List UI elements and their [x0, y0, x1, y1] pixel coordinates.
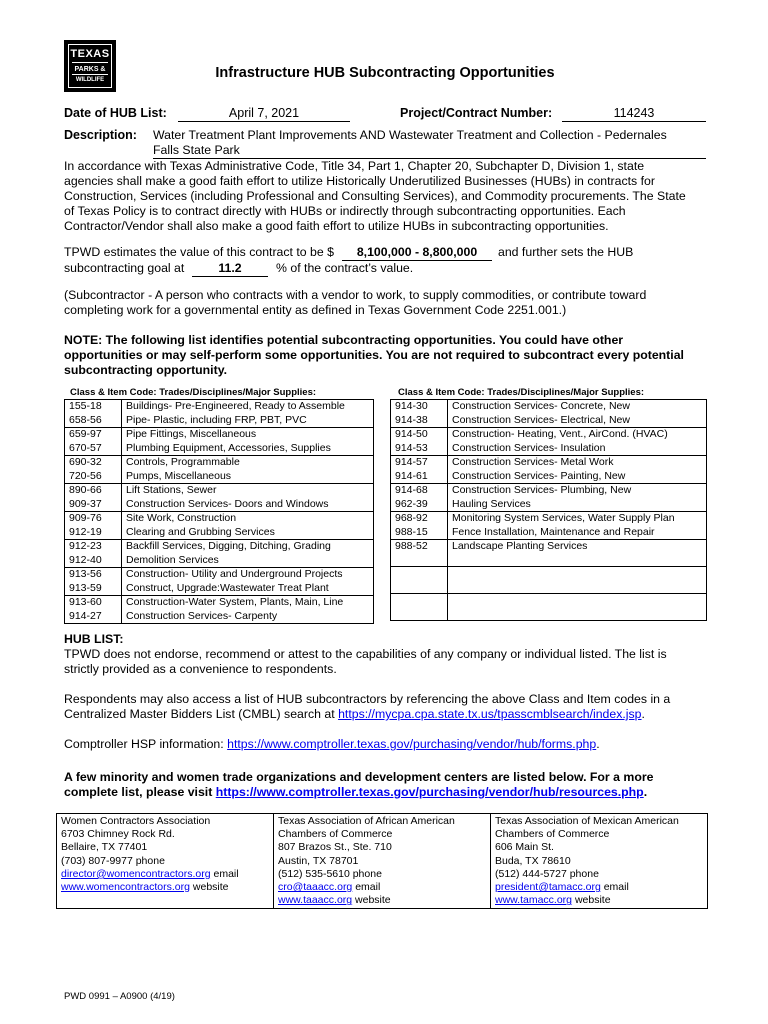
logo-line-texas: TEXAS [70, 48, 110, 60]
trade-description: Construction Services- Doors and Windows [126, 497, 329, 510]
description-cell [448, 540, 707, 567]
logo-line-wildlife: WILDLIFE [72, 74, 108, 84]
trade-description: Clearing and Grubbing Services [126, 525, 275, 538]
table-row [65, 568, 374, 596]
hub-list-line: TPWD does not endorse, recommend or attest to the capabilities of any company or individual listed. The list is [64, 647, 667, 661]
organization-cell [57, 814, 274, 909]
description-line: Falls State Park [153, 143, 240, 157]
hub-list-text [64, 647, 714, 677]
code-cell [391, 428, 448, 456]
description-label: Description: [64, 128, 137, 142]
code-cell [391, 484, 448, 512]
trade-description: Construction Services- Concrete, New [452, 400, 630, 412]
description-cell [122, 512, 374, 540]
org-website-line [495, 894, 703, 907]
code-cell [391, 567, 448, 594]
org-address: 6703 Chimney Rock Rd. [61, 828, 175, 841]
org-name: Chambers of Commerce [495, 828, 610, 841]
description-cell [122, 400, 374, 428]
org-email-link[interactable]: president@tamacc.org [495, 881, 601, 894]
trade-description: Construct, Upgrade:Wastewater Treat Plant [126, 581, 329, 594]
class-item-code: 912-40 [69, 553, 102, 566]
left-table-header: Class & Item Code: Trades/Disciplines/Major Supplies: [70, 387, 317, 398]
class-item-code: 988-52 [395, 540, 428, 552]
estimate-suffix: and further sets the HUB [498, 245, 634, 259]
description-cell [448, 456, 707, 484]
code-cell [65, 456, 122, 484]
description-cell [448, 567, 707, 594]
table-row [65, 400, 374, 428]
table-row [65, 456, 374, 484]
date-value: April 7, 2021 [178, 106, 350, 122]
page-title: Infrastructure HUB Subcontracting Opportunities [215, 65, 555, 81]
org-city: Buda, TX 78610 [495, 854, 571, 867]
org-email-link[interactable]: director@womencontractors.org [61, 867, 211, 880]
description-cell [448, 512, 707, 540]
class-item-code: 670-57 [69, 441, 102, 454]
trade-description: Hauling Services [452, 497, 531, 510]
table-row [391, 567, 707, 594]
trade-description: Site Work, Construction [126, 512, 237, 524]
org-phone: (703) 807-9977 phone [61, 854, 165, 867]
org-website-link[interactable]: www.womencontractors.org [61, 881, 190, 894]
contract-value: 8,100,000 - 8,800,000 [342, 245, 492, 261]
org-address: 807 Brazos St., Ste. 710 [278, 841, 392, 854]
comptroller-forms-link[interactable]: https://www.comptroller.texas.gov/purchasing/vendor/hub/forms.php [227, 737, 597, 751]
note-line: NOTE: The following list identifies potential subcontracting opportunities. You could have other [64, 333, 624, 347]
table-row [65, 596, 374, 624]
period: . [596, 737, 600, 751]
trade-description: Pipe Fittings, Miscellaneous [126, 428, 257, 440]
class-item-code: 914-50 [395, 428, 428, 440]
hub-list-line: strictly provided as a convenience to respondents. [64, 662, 337, 676]
tpwd-logo [64, 40, 116, 92]
description-cell [122, 596, 374, 624]
period: . [641, 707, 645, 721]
form-number: PWD 0991 – A0900 (4/19) [64, 991, 175, 1002]
description-cell [122, 568, 374, 596]
org-email-line [495, 881, 703, 894]
class-item-code: 155-18 [69, 400, 102, 412]
note-paragraph [64, 333, 724, 378]
code-cell [391, 594, 448, 621]
project-label: Project/Contract Number: [400, 106, 553, 120]
minority-paragraph [64, 770, 724, 800]
website-suffix: website [192, 881, 229, 894]
code-cell [65, 512, 122, 540]
code-cell [65, 596, 122, 624]
intro-line: Contractor/Vendor shall also make a good faith effort to utilize HUBs in subcontracting opportunities. [64, 219, 609, 233]
description-cell [122, 540, 374, 568]
description-line: Water Treatment Plant Improvements AND Wastewater Treatment and Collection - Pedernales [153, 128, 667, 142]
class-item-code: 913-59 [69, 581, 102, 594]
class-item-code: 909-37 [69, 497, 102, 510]
table-row [65, 540, 374, 568]
trade-description: Fence Installation, Maintenance and Repair [452, 525, 655, 538]
class-item-code: 720-56 [69, 469, 102, 482]
right-codes-table [390, 399, 707, 621]
org-city: Bellaire, TX 77401 [61, 841, 148, 854]
trade-description: Construction Services- Metal Work [452, 456, 614, 468]
trade-description: Construction Services- Carpenty [126, 609, 278, 622]
goal-prefix: subcontracting goal at [64, 261, 185, 275]
org-website-line [61, 881, 269, 894]
logo-line-parks: PARKS & [72, 62, 108, 74]
intro-line: Construction, Services (including Professional and Consulting Services), and Commodity procurements. The State [64, 189, 686, 203]
trade-description: Demolition Services [126, 553, 219, 566]
class-item-code: 988-15 [395, 525, 428, 538]
class-item-code: 914-68 [395, 484, 428, 496]
period: . [643, 785, 648, 799]
code-cell [391, 456, 448, 484]
email-suffix: email [213, 867, 239, 880]
trade-description: Backfill Services, Digging, Ditching, Grading [126, 540, 331, 552]
org-email-line [278, 881, 486, 894]
website-suffix: website [355, 894, 391, 907]
organization-cell [491, 814, 708, 909]
org-email-link[interactable]: cro@taaacc.org [278, 881, 353, 894]
table-row [391, 400, 707, 428]
code-cell [391, 400, 448, 428]
description-cell [448, 484, 707, 512]
description-cell [448, 428, 707, 456]
class-item-code: 909-76 [69, 512, 102, 524]
org-name: Texas Association of African American [278, 815, 455, 827]
org-email-line [61, 868, 269, 881]
class-item-code: 914-61 [395, 469, 428, 482]
minority-line-2 [64, 785, 724, 800]
intro-line: of Texas Policy is to contract directly with HUBs or indirectly through subcontracting opportunities. Each [64, 204, 626, 218]
table-row [391, 484, 707, 512]
trade-description: Construction Services- Electrical, New [452, 413, 630, 426]
code-cell [65, 540, 122, 568]
intro-paragraph [64, 159, 714, 234]
table-row [65, 484, 374, 512]
trade-description: Construction Services- Painting, New [452, 469, 626, 482]
table-row [391, 594, 707, 621]
website-suffix: website [574, 894, 611, 907]
code-cell [65, 568, 122, 596]
note-line: opportunities or may self-perform some opportunities. You are not required to subcontract every potential [64, 348, 684, 362]
trade-description: Plumbing Equipment, Accessories, Supplies [126, 441, 331, 454]
trade-description: Monitoring System Services, Water Supply Plan [452, 512, 675, 524]
table-row [391, 540, 707, 567]
code-cell [65, 484, 122, 512]
table-row [391, 512, 707, 540]
code-cell [65, 428, 122, 456]
cmbl-search-link[interactable]: https://mycpa.cpa.state.tx.us/tpasscmblsearch/index.jsp [338, 707, 642, 721]
note-line: subcontracting opportunity. [64, 363, 228, 377]
resources-link[interactable]: https://www.comptroller.texas.gov/purchasing/vendor/hub/resources.php [215, 785, 644, 799]
email-suffix: email [355, 881, 381, 894]
definition-line: (Subcontractor - A person who contracts with a vendor to work, to supply commodities, or contribute toward [64, 288, 647, 302]
goal-suffix: % of the contract’s value. [276, 261, 414, 275]
trade-description: Pipe- Plastic, including FRP, PBT, PVC [126, 413, 307, 426]
class-item-code: 659-97 [69, 428, 102, 440]
trade-description: Lift Stations, Sewer [126, 484, 217, 496]
trade-description: Landscape Planting Services [452, 540, 588, 552]
code-cell [391, 540, 448, 567]
trade-description: Pumps, Miscellaneous [126, 469, 232, 482]
class-item-code: 914-38 [395, 413, 428, 426]
class-item-code: 690-32 [69, 456, 102, 468]
org-name: Chambers of Commerce [278, 828, 393, 841]
org-website-line [278, 894, 486, 907]
comptroller-paragraph [64, 737, 724, 752]
description-cell [122, 456, 374, 484]
intro-line: agencies shall make a good faith effort to utilize Historically Underutilized Businesses (HUBs) in contracts for [64, 174, 655, 188]
description-cell [448, 594, 707, 621]
intro-line: In accordance with Texas Administrative Code, Title 34, Part 1, Chapter 20, Subchapter D, Division 1, state [64, 159, 645, 173]
org-phone: (512) 535-5610 phone [278, 867, 382, 880]
project-value: 114243 [562, 106, 706, 122]
description-cell [122, 428, 374, 456]
minority-line: complete list, please visit [64, 785, 213, 799]
org-name: Texas Association of Mexican American [495, 815, 679, 827]
respondents-line: Centralized Master Bidders List (CMBL) search at [64, 707, 335, 721]
respondents-paragraph [64, 692, 724, 722]
class-item-code: 914-53 [395, 441, 428, 454]
subcontractor-definition [64, 288, 714, 318]
trade-description: Buildings- Pre-Engineered, Ready to Assemble [126, 400, 345, 412]
code-cell [391, 512, 448, 540]
date-label: Date of HUB List: [64, 106, 167, 120]
left-codes-table [64, 399, 374, 624]
definition-line: completing work for a governmental entity as defined in Texas Government Code 2251.001.) [64, 303, 567, 317]
respondents-line: Respondents may also access a list of HUB subcontractors by referencing the above Class and Item codes in a [64, 692, 671, 706]
trade-description: Controls, Programmable [126, 456, 240, 468]
table-row [391, 456, 707, 484]
estimate-prefix: TPWD estimates the value of this contract to be $ [64, 245, 334, 259]
org-address: 606 Main St. [495, 841, 554, 854]
trade-description: Construction-Water System, Plants, Main, Line [126, 596, 344, 608]
class-item-code: 658-56 [69, 413, 102, 426]
respondents-line-2 [64, 707, 724, 722]
class-item-code: 913-60 [69, 596, 102, 608]
class-item-code: 914-30 [395, 400, 428, 412]
comptroller-label: Comptroller HSP information: [64, 737, 224, 751]
trade-description: Construction- Utility and Underground Projects [126, 568, 343, 580]
description-cell [448, 400, 707, 428]
email-suffix: email [603, 881, 629, 894]
class-item-code: 968-92 [395, 512, 428, 524]
organizations-table [56, 813, 708, 909]
hub-list-heading: HUB LIST: [64, 632, 124, 646]
class-item-code: 912-23 [69, 540, 102, 552]
table-row [65, 512, 374, 540]
organizations-row [57, 814, 708, 909]
hub-goal-value: 11.2 [192, 261, 268, 277]
class-item-code: 912-19 [69, 525, 102, 538]
trade-description: Construction- Heating, Vent., AirCond. (HVAC) [452, 428, 668, 440]
org-name: Women Contractors Association [61, 815, 211, 827]
description-cell [122, 484, 374, 512]
trade-description: Construction Services- Plumbing, New [452, 484, 632, 496]
class-item-code: 914-27 [69, 609, 102, 622]
org-website-link[interactable]: www.taaacc.org [278, 894, 353, 907]
class-item-code: 913-56 [69, 568, 102, 580]
org-website-link[interactable]: www.tamacc.org [495, 894, 573, 907]
class-item-code: 890-66 [69, 484, 102, 496]
table-row [391, 428, 707, 456]
organization-cell [274, 814, 491, 909]
table-row [65, 428, 374, 456]
code-cell [65, 400, 122, 428]
description-value [153, 128, 706, 159]
class-item-code: 914-57 [395, 456, 428, 468]
org-phone: (512) 444-5727 phone [495, 867, 599, 880]
class-item-code: 962-39 [395, 497, 428, 510]
right-table-header: Class & Item Code: Trades/Disciplines/Major Supplies: [398, 387, 645, 398]
minority-line: A few minority and women trade organizations and development centers are listed below. For a more [64, 770, 654, 784]
org-city: Austin, TX 78701 [278, 854, 359, 867]
trade-description: Construction Services- Insulation [452, 441, 606, 454]
